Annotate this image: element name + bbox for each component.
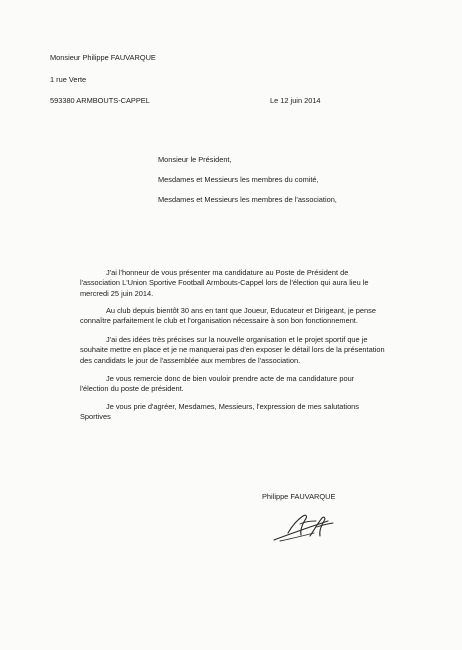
paragraph-line: l'élection du poste de président.: [80, 384, 184, 394]
paragraph-line: l'association L'Union Sportive Football Armbouts-Cappel lors de l'élection qui aura lieu le: [80, 278, 369, 288]
salutation-president: Monsieur le Président,: [158, 155, 232, 164]
letter-date: Le 12 juin 2014: [270, 96, 321, 105]
salutation-association: Mesdames et Messieurs les membres de l'association,: [158, 195, 337, 204]
paragraph-line: souhaite mettre en place et je ne manquerai pas d'en exposer le détail lors de la présentation: [80, 345, 385, 355]
salutation-committee: Mesdames et Messieurs les membres du comité,: [158, 175, 319, 184]
paragraph-line: Je vous prie d'agréer, Mesdames, Messieurs, l'expression de mes salutations: [106, 402, 359, 411]
paragraph-line: Au club depuis bientôt 30 ans en tant que Joueur, Educateur et Dirigeant, je pense: [106, 306, 376, 315]
paragraph-line: J'ai des idées très précises sur la nouvelle organisation et le projet sportif que je: [106, 335, 368, 344]
paragraph-experience: [80, 307, 398, 328]
sender-city: 593380 ARMBOUTS-CAPPEL: [50, 96, 150, 105]
paragraph-candidature: [80, 269, 398, 300]
paragraph-line: Sportives: [80, 412, 111, 422]
handwritten-signature: [270, 510, 340, 545]
paragraph-line: Je vous remercie donc de bien vouloir prendre acte de ma candidature pour: [106, 374, 355, 383]
paragraph-line: J'ai l'honneur de vous présenter ma candidature au Poste de Président de: [106, 268, 349, 277]
signature-name: Philippe FAUVARQUE: [262, 492, 336, 501]
paragraph-closing: [80, 403, 398, 424]
paragraph-line: mercredi 25 juin 2014.: [80, 288, 154, 298]
paragraph-thanks: [80, 375, 398, 396]
paragraph-project: [80, 336, 398, 367]
sender-street: 1 rue Verte: [50, 75, 87, 84]
sender-name: Monsieur Philippe FAUVARQUE: [50, 53, 156, 62]
paragraph-line: des candidats le jour de l'assemblée aux membres de l'association.: [80, 355, 301, 365]
paragraph-line: connaître parfaitement le club et l'organisation nécessaire à son bon fonctionnement.: [80, 316, 358, 326]
